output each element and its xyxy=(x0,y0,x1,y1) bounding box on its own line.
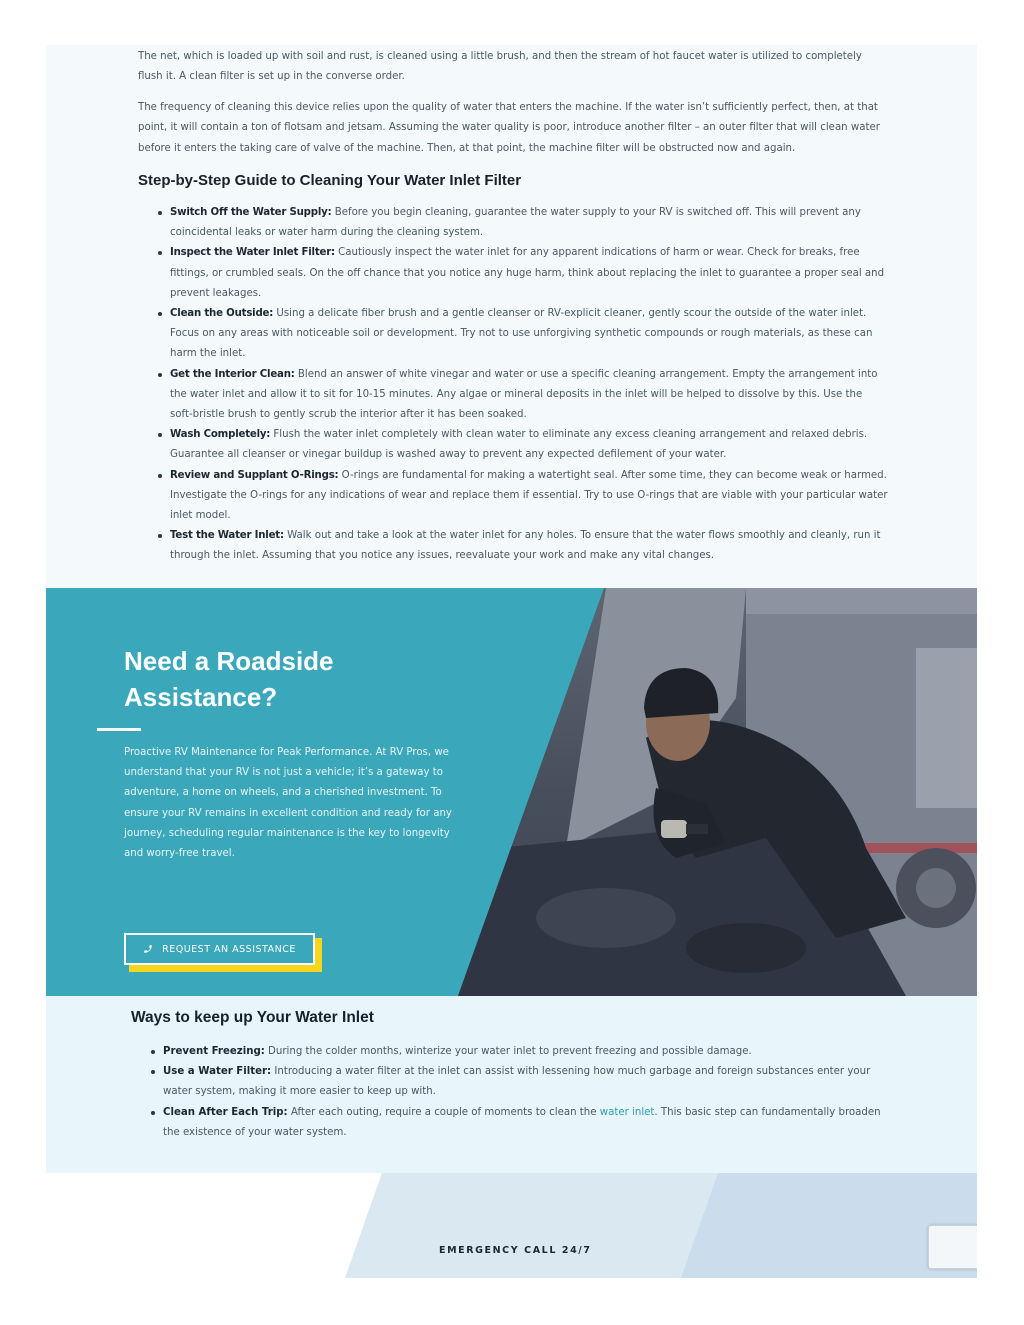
list-item xyxy=(170,365,888,426)
list-item-title: Wash Completely: xyxy=(170,429,271,441)
list-item xyxy=(170,243,888,304)
section-heading: Step-by-Step Guide to Cleaning Your Water Inlet Filter xyxy=(138,172,522,190)
list-item-text: Introducing a water filter at the inlet can assist with lessening how much garbage and foreign substances enter your water system, making it more easier to keep up with. xyxy=(163,1066,871,1098)
roadside-assistance-banner xyxy=(46,588,977,996)
list-item xyxy=(170,304,888,365)
list-item-title: Review and Supplant O-Rings: xyxy=(170,469,339,481)
list-item-title: Test the Water Inlet: xyxy=(170,530,284,542)
paragraph: The frequency of cleaning this device relies upon the quality of water that enters the machine. If the water isn’t sufficiently perfect, then, at that point, it will contain a ton of flotsam and jetsam. Assuming the water quality is poor, introduce another filter – an outer filter that will clean water before it enters the taking care of valve of the machine. Then, at that point, the machine filter will be obstructed now and again. xyxy=(138,101,880,154)
list-item xyxy=(170,425,888,465)
flashlight-shape xyxy=(686,824,708,834)
phone-icon xyxy=(143,944,153,954)
list-item xyxy=(170,203,888,243)
water-inlet-link[interactable]: water inlet xyxy=(599,1106,655,1118)
list-item-text: Using a delicate fiber brush and a gentle cleanser or RV-explicit cleaner, gently scour the outside of the water inlet. Focus on any areas with noticeable soil or development. Try not to use unforgiving synthetic compounds or rough materials, as these can harm the inlet. xyxy=(170,308,873,360)
list-item-title: Prevent Freezing: xyxy=(163,1046,265,1057)
list-item-text: Cautiously inspect the water inlet for any apparent indications of harm or wear. Check for breaks, free fittings, or crumbled seals. On the off chance that you notice any huge harm, think about replacing the inlet to guarantee a proper seal and prevent leakages. xyxy=(170,247,885,299)
list-item-text: . This basic step can fundamentally broaden the existence of your water system. xyxy=(163,1106,881,1138)
list-item-text: Blend an answer of white vinegar and water or use a specific cleaning arrangement. Empty the arrangement into the water inlet and allow it to sit for 10-15 minutes. Any algae or mineral deposits in the inlet will be helped to dissolve by this. Use the soft-bristle brush to gently scrub the interior after it has been soaked. xyxy=(170,368,878,421)
list-item xyxy=(170,466,888,527)
ways-list xyxy=(131,1042,891,1143)
list-item-text: Before you begin cleaning, guarantee the water supply to your RV is switched off. This will prevent any coincidental leaks or water harm during the cleaning system. xyxy=(170,207,861,239)
cta-title-line: Assistance? xyxy=(124,682,278,712)
tire-shape xyxy=(916,868,956,908)
cta-description: Proactive RV Maintenance for Peak Performance. At RV Pros, we understand that your RV is not just a vehicle; it’s a gateway to adventure, a home on wheels, and a cherished investment. To ensure your RV remains in excellent condition and ready for any journey, scheduling regular maintenance is the key to longevity and worry-free travel. xyxy=(124,747,452,860)
emergency-section xyxy=(46,1173,977,1278)
cta-title xyxy=(124,643,444,715)
request-assistance-button[interactable] xyxy=(124,933,315,965)
list-item-text: Walk out and take a look at the water inlet for any holes. To ensure that the water flows smoothly and cleanly, run it through the inlet. Assuming that you notice any issues, reevaluate your work and make any vital changes. xyxy=(170,530,881,562)
article-content xyxy=(138,47,888,567)
emergency-call-label: EMERGENCY CALL 24/7 xyxy=(439,1245,592,1256)
list-item xyxy=(163,1103,891,1143)
engine-shape xyxy=(536,888,676,948)
phone-icon-svg xyxy=(143,944,153,954)
list-item-text: O-rings are fundamental for making a watertight seal. After some time, they can become weak or harmed. Investigate the O-rings for any indications of wear and replace them if essential. Try to use O-rings that are viable with your particular water inlet model. xyxy=(170,469,888,522)
flashlight-shape xyxy=(661,820,687,838)
list-item xyxy=(170,526,888,566)
steps-list xyxy=(138,203,888,567)
list-item-text: Flush the water inlet completely with clean water to eliminate any excess cleaning arrangement and relaxed debris. Guarantee all cleanser or vinegar buildup is washed away to prevent any expected defilement of your water. xyxy=(170,429,868,461)
wall-shape xyxy=(746,588,977,614)
list-item-title: Inspect the Water Inlet Filter: xyxy=(170,247,335,259)
recaptcha-badge[interactable] xyxy=(928,1225,977,1269)
request-assistance-label: REQUEST AN ASSISTANCE xyxy=(162,943,296,955)
list-item-title: Use a Water Filter: xyxy=(163,1066,272,1078)
cta-title-line: Need a Roadside xyxy=(124,646,334,676)
list-item-title: Get the Interior Clean: xyxy=(170,368,295,380)
list-item-text: After each outing, require a couple of moments to clean the xyxy=(287,1106,600,1118)
list-item-title: Clean the Outside: xyxy=(170,308,274,320)
paragraph: The net, which is loaded up with soil and rust, is cleaned using a little brush, and then the stream of hot faucet water is utilized to completely flush it. A clean filter is set up in the converse order. xyxy=(138,51,862,83)
list-item xyxy=(163,1062,891,1102)
list-item-title: Clean After Each Trip: xyxy=(163,1106,288,1118)
article-section xyxy=(46,45,977,588)
list-item xyxy=(163,1042,891,1062)
wall-shape xyxy=(916,648,977,808)
engine-shape xyxy=(686,923,806,973)
ways-section xyxy=(46,996,977,1173)
list-item-text: During the colder months, winterize your water inlet to prevent freezing and possible damage. xyxy=(264,1046,752,1057)
section-heading: Ways to keep up Your Water Inlet xyxy=(131,1009,374,1026)
ways-content xyxy=(131,1008,891,1143)
title-divider xyxy=(97,728,141,731)
list-item-title: Switch Off the Water Supply: xyxy=(170,207,332,219)
